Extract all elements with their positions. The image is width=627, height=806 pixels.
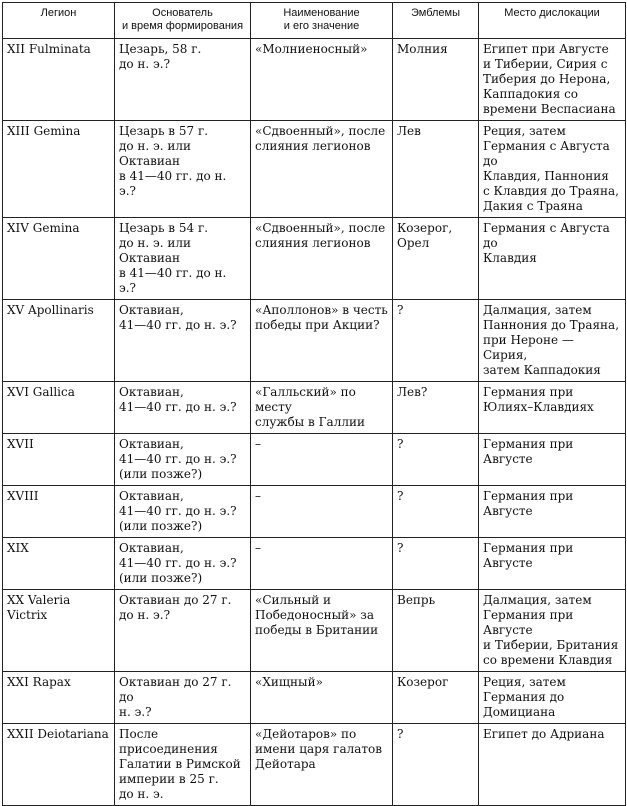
cell-emblems: Вепрь bbox=[393, 590, 479, 672]
cell-legion: XVII bbox=[3, 434, 115, 486]
cell-name: «Хищный» bbox=[251, 672, 393, 724]
cell-founder: Октавиан до 27 г. до н. э.? bbox=[115, 672, 251, 724]
cell-location: Египет при Августе и Тиберии, Сирия с Тиберия до Нерона, Каппадокия со времени Веспасиана bbox=[479, 39, 626, 121]
header-location: Место дислокации bbox=[479, 3, 626, 39]
cell-founder: Октавиан, 41—40 гг. до н. э.? (или позже?) bbox=[115, 434, 251, 486]
cell-legion: XXI Rapax bbox=[3, 672, 115, 724]
cell-name: – bbox=[251, 486, 393, 538]
cell-emblems: ? bbox=[393, 538, 479, 590]
cell-legion: XXII Deiotariana bbox=[3, 724, 115, 806]
table-row bbox=[3, 538, 626, 590]
cell-emblems: Козерог, Орел bbox=[393, 218, 479, 300]
cell-founder: Октавиан, 41—40 гг. до н. э.? bbox=[115, 382, 251, 434]
cell-name: «Сдвоенный», после слияния легионов bbox=[251, 218, 393, 300]
cell-emblems: ? bbox=[393, 486, 479, 538]
cell-name: – bbox=[251, 538, 393, 590]
cell-location: Реция, затем Германия до Домициана bbox=[479, 672, 626, 724]
cell-location: Далмация, затем Паннония до Траяна, при Нероне — Сирия, затем Каппадокия bbox=[479, 300, 626, 382]
table-row bbox=[3, 39, 626, 121]
cell-name: «Дейотаров» по имени царя галатов Дейотара bbox=[251, 724, 393, 806]
cell-location: Далмация, затем Германия при Августе и Тиберии, Британия со времени Клавдия bbox=[479, 590, 626, 672]
cell-emblems: ? bbox=[393, 300, 479, 382]
cell-location: Германия при Юлиях–Клавдиях bbox=[479, 382, 626, 434]
cell-location: Германия при Августе bbox=[479, 486, 626, 538]
table-row bbox=[3, 590, 626, 672]
cell-emblems: Козерог bbox=[393, 672, 479, 724]
cell-legion: XIII Gemina bbox=[3, 121, 115, 218]
cell-emblems: Молния bbox=[393, 39, 479, 121]
cell-legion: XII Fulminata bbox=[3, 39, 115, 121]
cell-location: Германия с Августа до Клавдия bbox=[479, 218, 626, 300]
table-row bbox=[3, 434, 626, 486]
cell-legion: XIX bbox=[3, 538, 115, 590]
header-founder: Основатель и время формирования bbox=[115, 3, 251, 39]
cell-legion: XX Valeria Victrix bbox=[3, 590, 115, 672]
cell-emblems: ? bbox=[393, 724, 479, 806]
cell-name: «Молниеносный» bbox=[251, 39, 393, 121]
cell-name: «Аполлонов» в честь победы при Акции? bbox=[251, 300, 393, 382]
table-row bbox=[3, 672, 626, 724]
cell-legion: XIV Gemina bbox=[3, 218, 115, 300]
cell-name: «Сдвоенный», после слияния легионов bbox=[251, 121, 393, 218]
cell-founder: Цезарь в 54 г. до н. э. или Октавиан в 41—40 гг. до н. э.? bbox=[115, 218, 251, 300]
table-row bbox=[3, 382, 626, 434]
cell-legion: XV Apollinaris bbox=[3, 300, 115, 382]
cell-name: «Сильный и Победоносный» за победы в Британии bbox=[251, 590, 393, 672]
cell-founder: После присоединения Галатии в Римской империи в 25 г. до н. э. bbox=[115, 724, 251, 806]
cell-legion: XVI Gallica bbox=[3, 382, 115, 434]
cell-location: Реция, затем Германия с Августа до Клавдия, Паннония с Клавдия до Траяна, Дакия с Траяна bbox=[479, 121, 626, 218]
table-row bbox=[3, 121, 626, 218]
header-row bbox=[3, 3, 626, 39]
header-legion: Легион bbox=[3, 3, 115, 39]
cell-founder: Октавиан, 41—40 гг. до н. э.? (или позже?) bbox=[115, 538, 251, 590]
cell-founder: Октавиан, 41—40 гг. до н. э.? bbox=[115, 300, 251, 382]
cell-location: Германия при Августе bbox=[479, 538, 626, 590]
cell-emblems: Лев bbox=[393, 121, 479, 218]
cell-location: Египет до Адриана bbox=[479, 724, 626, 806]
table-row bbox=[3, 486, 626, 538]
cell-emblems: Лев? bbox=[393, 382, 479, 434]
cell-name: – bbox=[251, 434, 393, 486]
cell-name: «Галльский» по месту службы в Галлии bbox=[251, 382, 393, 434]
cell-founder: Октавиан, 41—40 гг. до н. э.? (или позже?) bbox=[115, 486, 251, 538]
legions-table bbox=[2, 2, 626, 806]
header-emblems: Эмблемы bbox=[393, 3, 479, 39]
cell-emblems: ? bbox=[393, 434, 479, 486]
cell-location: Германия при Августе bbox=[479, 434, 626, 486]
table-row bbox=[3, 300, 626, 382]
cell-founder: Цезарь в 57 г. до н. э. или Октавиан в 41—40 гг. до н. э.? bbox=[115, 121, 251, 218]
cell-legion: XVIII bbox=[3, 486, 115, 538]
header-name: Наименование и его значение bbox=[251, 3, 393, 39]
table-row bbox=[3, 218, 626, 300]
cell-founder: Октавиан до 27 г. до н. э.? bbox=[115, 590, 251, 672]
table-row bbox=[3, 724, 626, 806]
cell-founder: Цезарь, 58 г. до н. э.? bbox=[115, 39, 251, 121]
